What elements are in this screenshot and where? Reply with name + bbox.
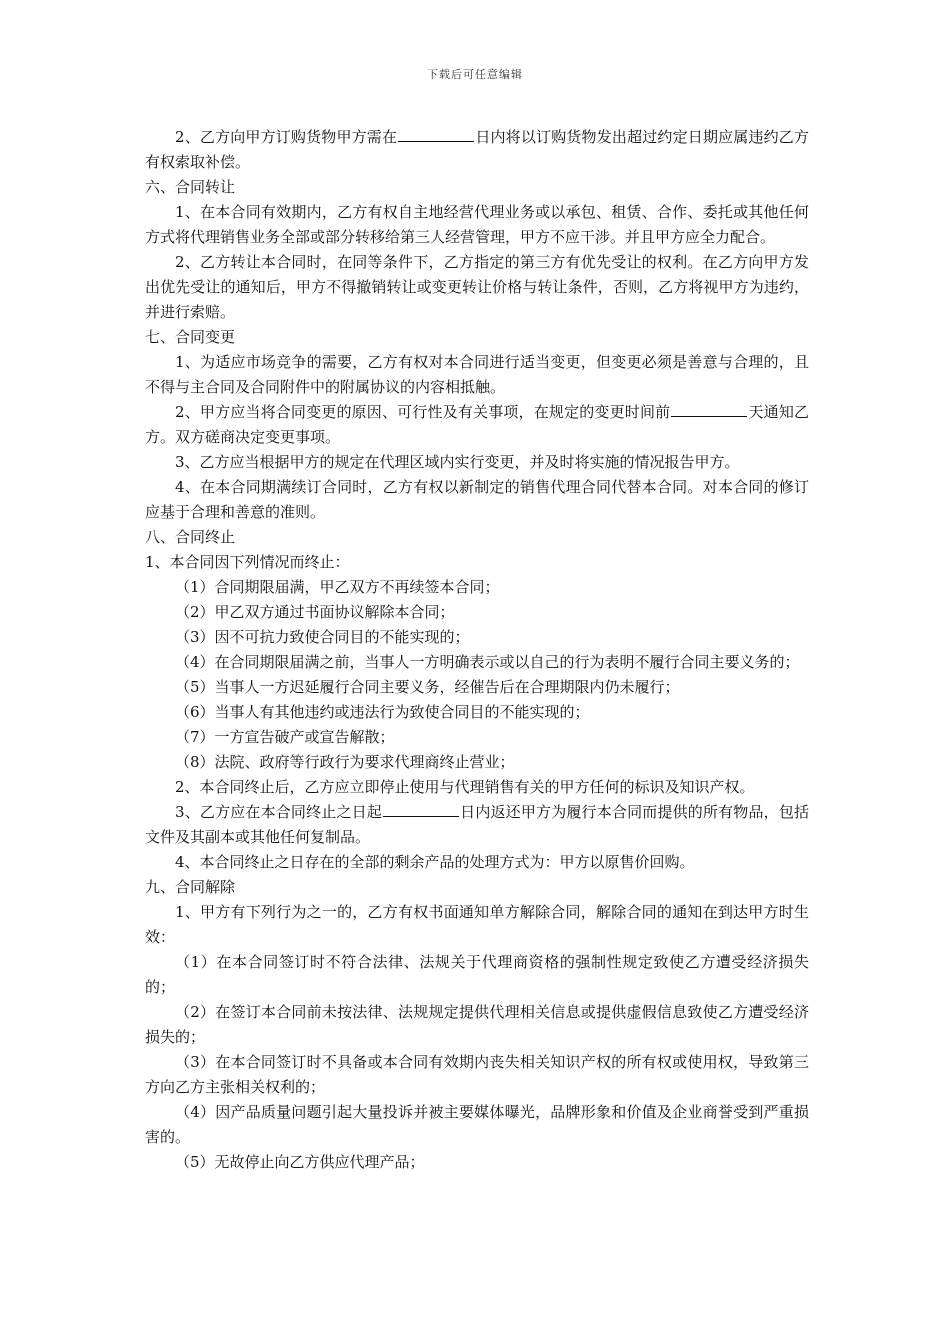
clause-9-1-4: （4）因产品质量问题引起大量投诉并被主要媒体曝光，品牌形象和价值及企业商誉受到严重损害的。 xyxy=(145,1103,809,1146)
clause-7-4: 4、在本合同期满续订合同时，乙方有权以新制定的销售代理合同代替本合同。对本合同的修订应基于合理和善意的准则。 xyxy=(145,478,809,521)
document-body xyxy=(145,125,809,1175)
clause-text: 3、乙方应在本合同终止之日起 xyxy=(175,803,382,821)
clause-8-1-8: （8）法院、政府等行政行为要求代理商终止营业； xyxy=(175,753,515,771)
clause-6-2: 2、乙方转让本合同时，在同等条件下，乙方指定的第三方有优先受让的权利。在乙方向甲方发出优先受让的通知后，甲方不得撤销转让或变更转让价格与转让条件，否则，乙方将视甲方为违约，并进行索赔。 xyxy=(145,253,809,321)
page-header-note: 下载后可任意编辑 xyxy=(427,68,523,81)
fill-in-blank xyxy=(398,127,474,142)
clause-8-2: 2、本合同终止后，乙方应立即停止使用与代理销售有关的甲方任何的标识及知识产权。 xyxy=(175,778,755,796)
clause-7-3: 3、乙方应当根据甲方的规定在代理区域内实行变更，并及时将实施的情况报告甲方。 xyxy=(175,453,740,471)
clause-text: 日内将以订购货物发出超过约定日期应属违约乙方有权索取补偿。 xyxy=(145,128,809,171)
clause-5-2 xyxy=(145,125,809,175)
section-heading-6: 六、合同转让 xyxy=(145,178,236,196)
clause-8-3 xyxy=(145,800,809,850)
clause-8-4: 4、本合同终止之日存在的全部的剩余产品的处理方式为：甲方以原售价回购。 xyxy=(175,853,695,871)
clause-8-1-7: （7）一方宣告破产或宣告解散； xyxy=(175,728,395,746)
clause-8-1: 1、本合同因下列情况而终止： xyxy=(145,553,350,571)
clause-9-1-3: （3）在本合同签订时不具备或本合同有效期内丧失相关知识产权的所有权或使用权，导致第三方向乙方主张相关权利的； xyxy=(145,1053,809,1096)
clause-8-1-5: （5）当事人一方迟延履行合同主要义务，经催告后在合理期限内仍未履行； xyxy=(175,678,680,696)
clause-8-1-3: （3）因不可抗力致使合同目的不能实现的； xyxy=(175,628,470,646)
clause-text: 日内返还甲方为履行本合同而提供的所有物品，包括文件及其副本或其他任何复制品。 xyxy=(145,803,809,846)
clause-9-1-5: （5）无故停止向乙方供应代理产品； xyxy=(175,1153,425,1171)
clause-6-1: 1、在本合同有效期内，乙方有权自主地经营代理业务或以承包、租赁、合作、委托或其他任何方式将代理销售业务全部或部分转移给第三人经营管理，甲方不应干涉。并且甲方应全力配合。 xyxy=(145,203,809,246)
clause-text: 天通知乙方。双方磋商决定变更事项。 xyxy=(145,403,809,446)
clause-text: 2、甲方应当将合同变更的原因、可行性及有关事项，在规定的变更时间前 xyxy=(175,403,671,421)
clause-8-1-4: （4）在合同期限届满之前，当事人一方明确表示或以自己的行为表明不履行合同主要义务的； xyxy=(175,653,800,671)
section-heading-7: 七、合同变更 xyxy=(145,328,236,346)
clause-9-1: 1、甲方有下列行为之一的，乙方有权书面通知单方解除合同，解除合同的通知在到达甲方时生效： xyxy=(145,903,809,946)
fill-in-blank xyxy=(383,802,459,817)
clause-7-2 xyxy=(145,400,809,450)
clause-8-1-1: （1）合同期限届满，甲乙双方不再续签本合同； xyxy=(175,578,500,596)
clause-8-1-2: （2）甲乙双方通过书面协议解除本合同； xyxy=(175,603,455,621)
section-heading-9: 九、合同解除 xyxy=(145,878,236,896)
clause-7-1: 1、为适应市场竞争的需要，乙方有权对本合同进行适当变更，但变更必须是善意与合理的，且不得与主合同及合同附件中的附属协议的内容相抵触。 xyxy=(145,353,809,396)
clause-text: 2、乙方向甲方订购货物甲方需在 xyxy=(175,128,398,146)
fill-in-blank xyxy=(671,402,747,417)
clause-9-1-1: （1）在本合同签订时不符合法律、法规关于代理商资格的强制性规定致使乙方遭受经济损失的； xyxy=(145,953,809,996)
clause-9-1-2: （2）在签订本合同前未按法律、法规规定提供代理相关信息或提供虚假信息致使乙方遭受经济损失的； xyxy=(145,1003,809,1046)
section-heading-8: 八、合同终止 xyxy=(145,528,236,546)
clause-8-1-6: （6）当事人有其他违约或违法行为致使合同目的不能实现的； xyxy=(175,703,590,721)
